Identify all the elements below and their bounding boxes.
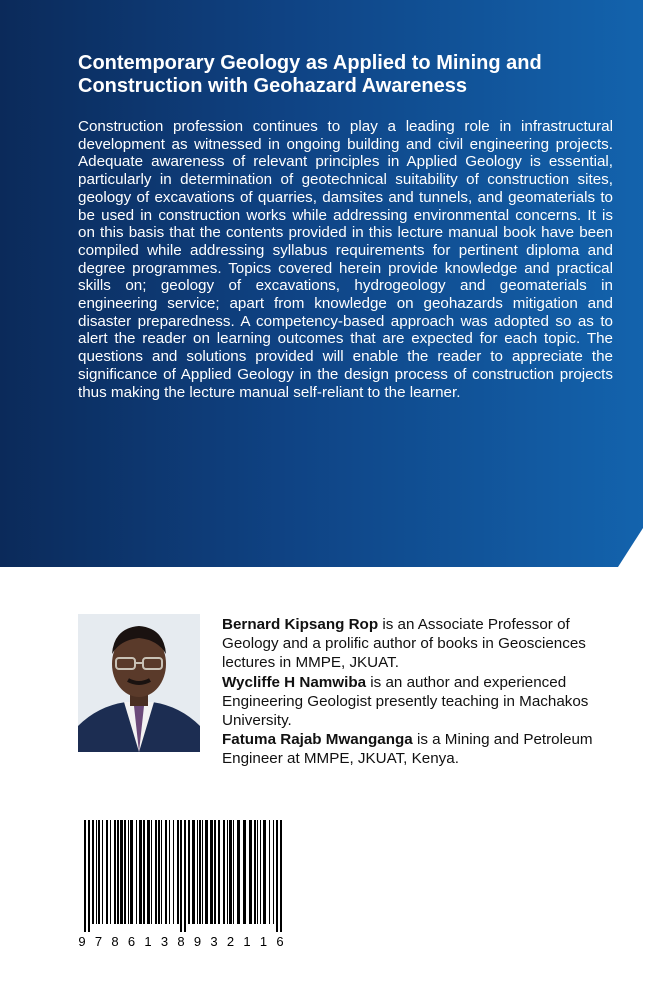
author-description: is a Mining and Petroleum Engineer at MMPE, JKUAT, Kenya. [222, 731, 593, 768]
barcode-bar [233, 820, 234, 924]
author-bios [222, 615, 622, 769]
isbn-digit: 1 [144, 934, 152, 949]
barcode-bar [130, 820, 133, 924]
barcode-bar [254, 820, 256, 924]
barcode-bar [128, 820, 129, 924]
author-bio [222, 673, 622, 731]
barcode-bar [257, 820, 258, 924]
isbn-digit: 8 [111, 934, 119, 949]
barcode-bar [120, 820, 123, 924]
barcode-bar [276, 820, 278, 932]
barcode-bar [165, 820, 167, 924]
barcode-bar [227, 820, 228, 924]
barcode-bar [136, 820, 137, 924]
barcode-bar [155, 820, 157, 924]
author-description: is an Associate Professor of Geology and a prolific author of books in Geosciences lectures in MMPE, JKUAT. [222, 616, 586, 672]
barcode-bar [98, 820, 100, 924]
barcode-bar [188, 820, 190, 924]
barcode-bar [214, 820, 216, 924]
barcode-bar [202, 820, 203, 924]
barcode-bar [260, 820, 261, 924]
barcode-bar [173, 820, 174, 924]
author-bio [222, 730, 622, 768]
barcode-bar [161, 820, 162, 924]
isbn-barcode [76, 820, 290, 950]
author-description: is an author and experienced Engineering Geologist presently teaching in Machakos University. [222, 673, 589, 730]
barcode-bar [273, 820, 274, 924]
isbn-digit: 9 [193, 934, 202, 949]
barcode-bar [269, 820, 270, 924]
author-photo [78, 614, 200, 752]
barcode-bar [243, 820, 246, 924]
barcode-bar [249, 820, 252, 924]
barcode-bar [177, 820, 179, 924]
barcode-bar [197, 820, 198, 924]
isbn-digit: 6 [276, 934, 284, 949]
book-title: Contemporary Geology as Applied to Mining and Construction with Geohazard Awareness [78, 52, 542, 97]
barcode-bar [110, 820, 111, 924]
spine-edge [643, 0, 667, 1000]
isbn-digit: 1 [259, 934, 268, 949]
author-bio [222, 615, 622, 673]
barcode-bar [139, 820, 142, 924]
barcode-bar [229, 820, 232, 924]
barcode-bar [205, 820, 208, 924]
barcode-bar [158, 820, 160, 924]
barcode-bar [88, 820, 90, 932]
barcode-bar [106, 820, 108, 924]
barcode-bar [199, 820, 201, 924]
barcode-bar [124, 820, 126, 924]
author-name: Bernard Kipsang Rop [222, 616, 379, 633]
isbn-digit: 8 [177, 934, 185, 949]
barcode-bar [237, 820, 240, 924]
barcode-bar [117, 820, 119, 924]
isbn-digit: 2 [226, 934, 235, 949]
barcode-bar [192, 820, 195, 924]
isbn-digit: 3 [210, 934, 218, 949]
barcode-bar [102, 820, 103, 924]
barcode-bar [151, 820, 152, 924]
barcode-bar [114, 820, 116, 924]
barcode-bar [280, 820, 282, 932]
author-name: Wycliffe H Namwiba [222, 673, 367, 691]
isbn-digit: 6 [127, 934, 136, 949]
isbn-digit: 3 [160, 934, 169, 949]
barcode-bar [169, 820, 170, 924]
barcode-bar [180, 820, 182, 932]
barcode-bar [263, 820, 266, 924]
barcode-bar [184, 820, 186, 932]
barcode-bar [143, 820, 145, 924]
barcode-bar [92, 820, 94, 924]
book-description: Construction profession continues to play a leading role in infrastructural development as witnessed in ongoing building and civil engineering projects. Adequate awareness of relevant principles in Applied Geology is essential, particularly in determination of geotechnical suitability of construction sites, geology of excavations of quarries, damsites and tunnels, and geomaterials to be used in construction works while addressing environmental concerns. It is on this basis that the contents provided in this lecture manual book have been compiled while addressing syllabus requirements for pertinent diploma and degree programmes. Topics covered herein provide knowledge and practical skills on; geology of excavations, hydrogeology and geomaterials in engineering service; apart from knowledge on geohazards mitigation and disaster preparedness. A competency-based approach was adopted so as to alert the reader on learning outcomes that are expected for each topic. The questions and solutions provided will enable the reader to appreciate the significance of Applied Geology in the design process of construction projects thus making the lecture manual self-reliant to the learner. [78, 118, 613, 401]
barcode-bar [96, 820, 97, 924]
barcode-bar [218, 820, 220, 924]
barcode-bar [84, 820, 86, 932]
isbn-digit: 1 [243, 934, 251, 949]
barcode-bar [223, 820, 225, 924]
isbn-digit: 9 [78, 934, 86, 949]
author-name: Fatuma Rajab Mwanganga [222, 731, 413, 749]
isbn-number [74, 934, 288, 949]
barcode-bar [210, 820, 213, 924]
barcode-bar [147, 820, 150, 924]
isbn-digit: 7 [94, 934, 103, 949]
